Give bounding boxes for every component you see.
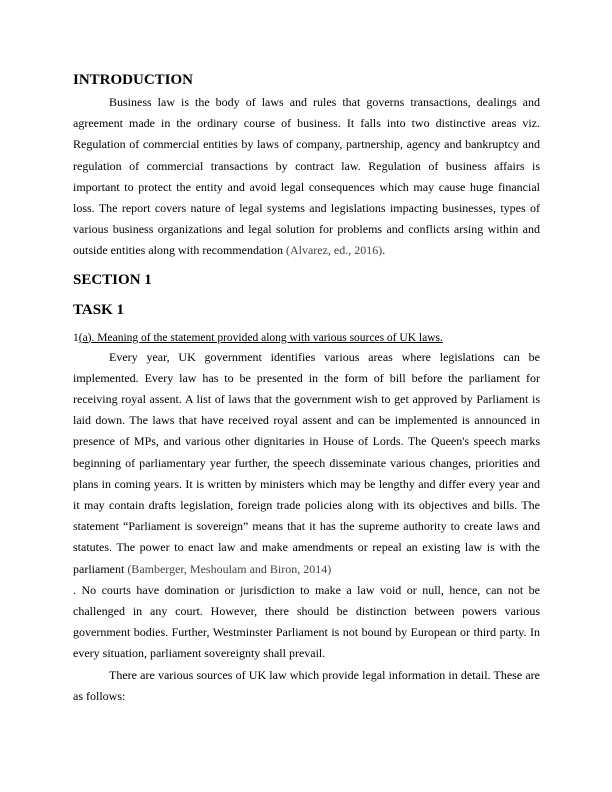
introduction-text: Business law is the body of laws and rules that governs transactions, dealings and agreement made in the ordinary course of business. It falls into two distinctive areas viz. Regulation of commercial entities by laws of company, partnership, agency and bankruptcy and regulation of commercial transactions by contract law. Regulation of business affairs is important to protect the entity and avoid legal consequences which may cause huge financial loss. The report covers nature of legal systems and legislations impacting businesses, types of various business organizations and legal solution for problems and conflicts arsing within and outside entities along with recommendation [73,95,540,258]
section-heading: SECTION 1 [73,271,152,288]
task-subheading-prefix: 1 [73,331,79,344]
introduction-citation: (Alvarez, ed., 2016) [285,243,383,258]
task-subheading [73,330,540,346]
task-paragraph-1-citation: (Bamberger, Meshoulam and Biron, 2014) [127,561,332,576]
introduction-end: . [382,243,386,258]
task-paragraph-1 [73,347,540,580]
document-page [73,70,540,707]
introduction-paragraph [73,92,540,262]
introduction-heading: INTRODUCTION [73,72,194,88]
task-paragraph-3: There are various sources of UK law which provide legal information in detail. These are as follows: [73,667,540,703]
task-paragraph-1-text: Every year, UK government identifies various areas where legislations can be implemented. Every law has to be presented in the form of bill before the parliament for receiving royal assent. A list of laws that the government wish to get approved by Parliament is laid down. The laws that have received royal assent and can be implemented is announced in presence of MPs, and various other dignitaries in House of Lords. The Queen's speech marks beginning of parliamentary year further, the speech disseminate various changes, priorities and plans in coming years. It is written by ministers which may be lengthy and differ every year and it may contain drafts legislation, foreign trade policies along with its objectives and bills. The statement “Parliament is sovereign” means that it has the supreme authority to create laws and statutes. The power to enact law and make amendments or repeal an existing law is with the parliament [73,349,540,576]
task-heading: TASK 1 [73,301,124,318]
task-subheading-text: (a). Meaning of the statement provided along with various sources of UK laws. [78,331,443,344]
task-paragraph-2: . No courts have domination or jurisdiction to make a law void or null, hence, can not be challenged in any court. However, there should be distinction between powers various government bodies. Further, Westminster Parliament is not bound by European or third party. In every situation, parliament sovereignty shall prevail. [73,582,540,661]
